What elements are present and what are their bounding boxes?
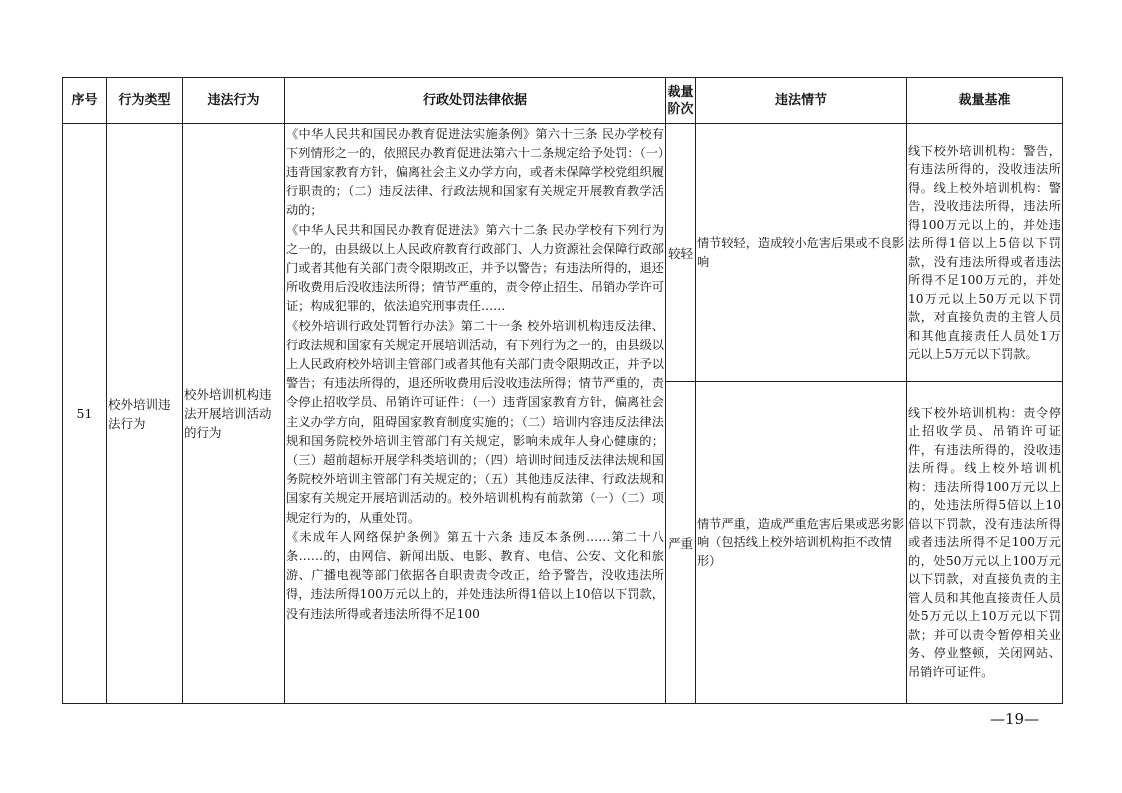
page-number: —19— xyxy=(990,710,1040,728)
header-basis: 裁量基准 xyxy=(907,78,1063,124)
header-level xyxy=(666,78,696,124)
row-type: 校外培训违法行为 xyxy=(107,124,183,704)
header-type: 行为类型 xyxy=(107,78,183,124)
table-row xyxy=(63,124,1063,382)
header-row xyxy=(63,78,1063,124)
level-minor: 较轻 xyxy=(666,124,696,382)
law-text-block xyxy=(286,125,664,703)
law-paragraph-2: 《中华人民共和国民办教育促进法》第六十二条 民办学校有下列行为之一的，由县级以上人民政府教育行政部门、人力资源社会保障行政部门或者其他有关部门责令限期改正，并予以警告；有违法所得的，退还所收费用后没收违法所得；情节严重的，责令停止招生、吊销办学许可证；构成犯罪的，依法追究刑事责任…… xyxy=(286,222,664,314)
header-behavior: 违法行为 xyxy=(183,78,285,124)
law-paragraph-4: 《未成年人网络保护条例》第五十六条 违反本条例……第二十八条……的，由网信、新闻出版、电影、教育、电信、公安、文化和旅游、广播电视等部门依据各自职责责令改正，给予警告，没收违法所得，违法所得100万元以上的，并处违法所得1倍以上10倍以下罚款，没有违法所得或者违法所得不足100 xyxy=(286,529,664,621)
header-seq: 序号 xyxy=(63,78,107,124)
row-behavior: 校外培训机构违法开展培训活动的行为 xyxy=(183,124,285,704)
basis-severe: 线下校外培训机构：责令停止招收学员、吊销许可证件，有违法所得的，没收违法所得。线上校外培训机构：违法所得100万元以上的，处违法所得5倍以上10倍以下罚款，没有违法所得或者违法所得不足100万元的，处50万元以上100万元以下罚款，对直接负责的主管人员和其他直接责任人员处5万元以上10万元以下罚款；并可以责令暂停相关业务、停业整顿，关闭网站、吊销许可证件。 xyxy=(907,382,1063,704)
header-circumstance: 违法情节 xyxy=(696,78,907,124)
circumstance-severe: 情节严重，造成严重危害后果或恶劣影响（包括线上校外培训机构拒不改情形） xyxy=(696,382,907,704)
row-law-basis xyxy=(285,124,666,704)
level-severe: 严重 xyxy=(666,382,696,704)
law-paragraph-3: 《校外培训行政处罚暂行办法》第二十一条 校外培训机构违反法律、行政法规和国家有关规定开展培训活动，有下列行为之一的，由县级以上人民政府校外培训主管部门或者其他有关部门责令限期改正，并予以警告；有违法所得的，退还所收费用后没收违法所得；情节严重的，责令停止招收学员、吊销许可证件：（一）违背国家教育方针，偏离社会主义办学方向，阻碍国家教育制度实施的；（二）培训内容违反法律法规和国务院校外培训主管部门有关规定，影响未成年人身心健康的；（三）超前超标开展学科类培训的；（四）培训时间违反法律法规和国务院校外培训主管部门有关规定的；（五）其他违反法律、行政法规和国家有关规定开展培训活动的。校外培训机构有前款第（一）（二）项规定行为的，从重处罚。 xyxy=(286,318,664,525)
row-seq: 51 xyxy=(63,124,107,704)
circumstance-minor: 情节较轻，造成较小危害后果或不良影响 xyxy=(696,124,907,382)
header-level-line1: 裁量 xyxy=(667,84,694,100)
header-level-line2: 阶次 xyxy=(667,101,694,117)
penalty-table xyxy=(62,77,1063,704)
header-law: 行政处罚法律依据 xyxy=(285,78,666,124)
law-paragraph-1: 《中华人民共和国民办教育促进法实施条例》第六十三条 民办学校有下列情形之一的，依照民办教育促进法第六十二条规定给予处罚：（一）违背国家教育方针，偏离社会主义办学方向，或者未保障学校党组织履行职责的；（二）违反法律、行政法规和国家有关规定开展教育教学活动的； xyxy=(286,126,664,218)
basis-minor: 线下校外培训机构：警告，有违法所得的，没收违法所得。线上校外培训机构：警告，没收违法所得，违法所得100万元以上的，并处违法所得1倍以上5倍以下罚款，没有违法所得或者违法所得不足100万元的，并处10万元以上50万元以下罚款，对直接负责的主管人员和其他直接责任人员处1万元以上5万元以下罚款。 xyxy=(907,124,1063,382)
